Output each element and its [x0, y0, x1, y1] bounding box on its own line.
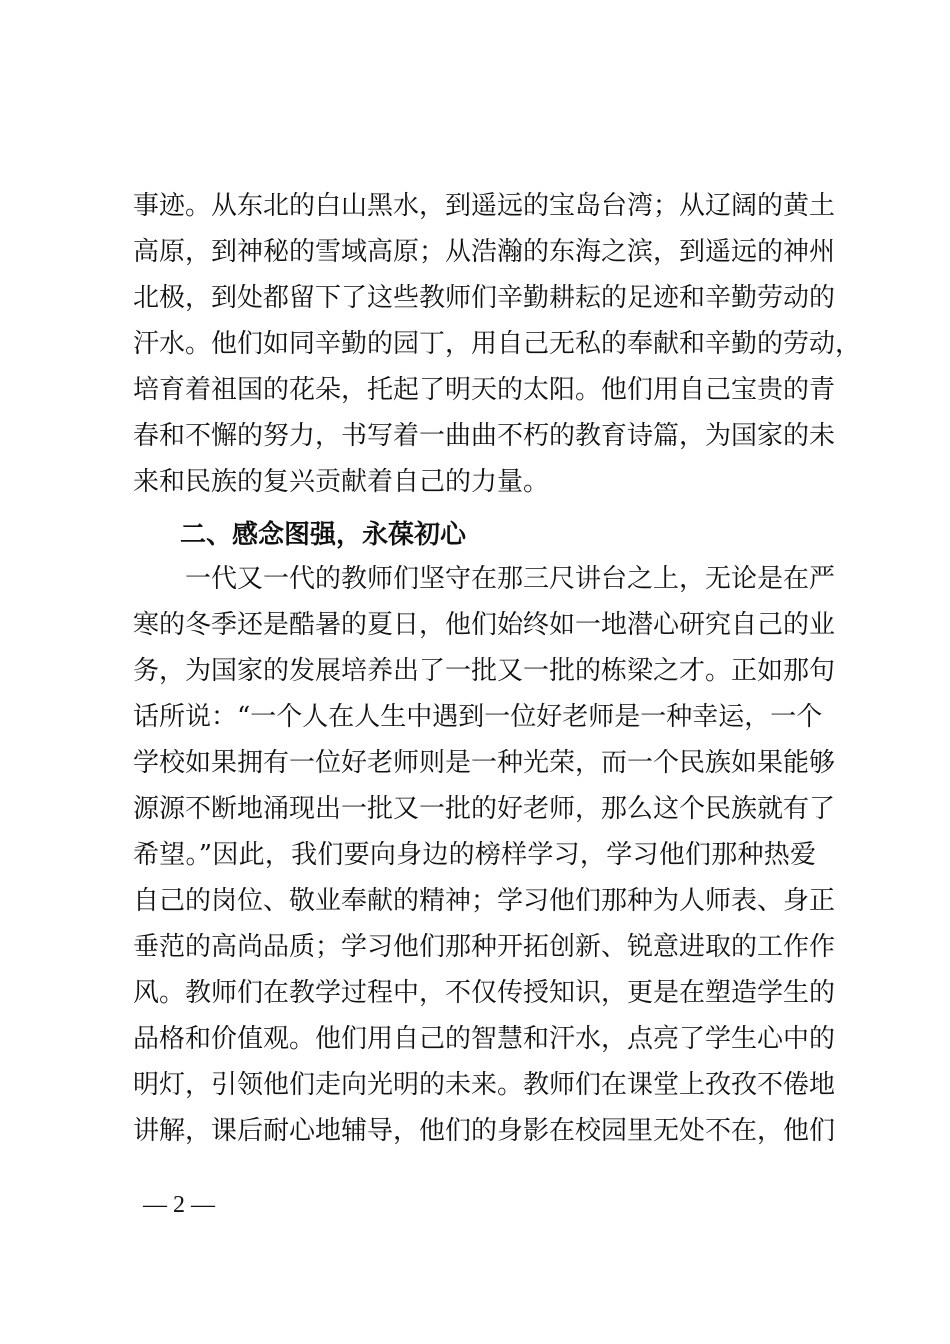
- text-line: 自己的岗位、敬业奉献的精神；学习他们那种为人师表、身正: [133, 886, 836, 916]
- text-line: 风。教师们在教学过程中，不仅传授知识，更是在塑造学生的: [133, 978, 836, 1008]
- text-line: 讲解，课后耐心地辅导，他们的身影在校园里无处不在，他们: [133, 1116, 836, 1146]
- text-line: 希望。”因此，我们要向身边的榜样学习，学习他们那种热爱: [133, 840, 816, 870]
- text-line: 春和不懈的努力，书写着一曲曲不朽的教育诗篇，为国家的未: [133, 421, 836, 451]
- text-line: 品格和价值观。他们用自己的智慧和汗水，点亮了学生心中的: [133, 1024, 836, 1054]
- text-line: 事迹。从东北的白山黑水，到遥远的宝岛台湾；从辽阔的黄土: [133, 191, 836, 221]
- text-line: 话所说：“一个人在人生中遇到一位好老师是一种幸运，一个: [133, 702, 823, 732]
- text-line: 高原，到神秘的雪域高原；从浩瀚的东海之滨，到遥远的神州: [133, 237, 836, 267]
- text-line: 来和民族的复兴贡献着自己的力量。: [133, 467, 550, 497]
- text-line: 北极，到处都留下了这些教师们辛勤耕耘的足迹和辛勤劳动的: [133, 283, 836, 313]
- text-line: 明灯，引领他们走向光明的未来。教师们在课堂上孜孜不倦地: [133, 1070, 836, 1100]
- text-line: 垂范的高尚品质；学习他们那种开拓创新、锐意进取的工作作: [133, 932, 836, 962]
- text-line: 学校如果拥有一位好老师则是一种光荣，而一个民族如果能够: [133, 748, 836, 778]
- text-line: 一代又一代的教师们坚守在那三尺讲台之上，无论是在严: [185, 564, 836, 594]
- page-number: — 2 —: [143, 1192, 215, 1218]
- text-line: 务，为国家的发展培养出了一批又一批的栋梁之才。正如那句: [133, 656, 836, 686]
- text-line: 源源不断地涌现出一批又一批的好老师，那么这个民族就有了: [133, 794, 836, 824]
- text-line: 寒的冬季还是酷暑的夏日，他们始终如一地潜心研究自己的业: [133, 610, 836, 640]
- text-line: 汗水。他们如同辛勤的园丁，用自己无私的奉献和辛勤的劳动，: [133, 329, 862, 359]
- text-line: 培育着祖国的花朵，托起了明天的太阳。他们用自己宝贵的青: [133, 375, 836, 405]
- section-heading: 二、感念图强，永葆初心: [180, 520, 467, 550]
